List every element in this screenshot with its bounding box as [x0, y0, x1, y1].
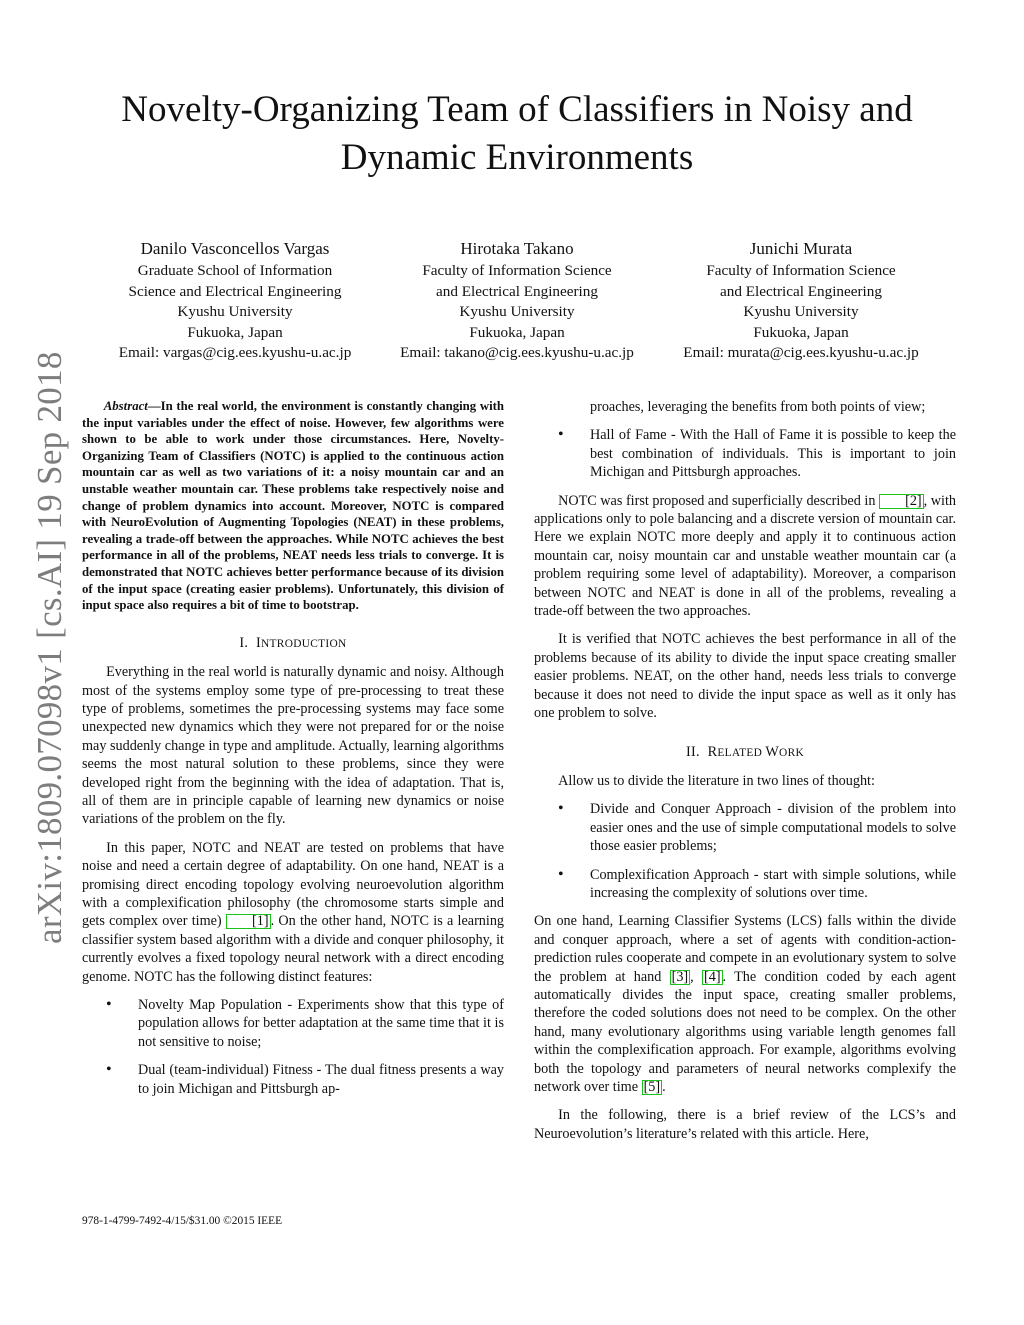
abstract-text: —In the real world, the environment is constantly changing with the input variables under the effect of noise. However, few algorithms were shown to be able to work under those circumstances. Here, Novelty-Organizing Team of Classifiers (NOTC) is applied to the continuous action mountain car as well as two variations of it: a noisy mountain car and an unstable weather mountain car. These problems take respectively noise and change of problem dynamics into account. Moreover, NOTC is compared with NeuroEvolution of Augmenting Topologies (NEAT) in these problems, revealing a trade-off between the approaches. While NOTC achieves the best performance in all of the problems, NEAT needs less trials to converge. It is demonstrated that NOTC achieves better performance because of its division of the input space (creating easier problems). Unfortunately, this division of input space also requires a bit of time to bootstrap.: [82, 399, 504, 613]
section-title-initial: R: [707, 743, 718, 760]
list-item: • Dual (team-individual) Fitness - The dual fitness presents a way to join Michigan and Pittsburgh ap-: [82, 1061, 504, 1098]
left-column: [82, 398, 504, 1108]
author-affiliation: Fukuoka, Japan: [753, 323, 849, 341]
author-affiliation: Science and Electrical Engineering: [128, 282, 342, 300]
approach-list: [534, 800, 956, 902]
feature-list-continued: [534, 426, 956, 481]
paragraph-text: NOTC was first proposed and superficially described in: [558, 492, 879, 509]
paragraph-text: .: [662, 1079, 666, 1095]
section-title-initial: W: [765, 743, 780, 760]
list-item: • Complexification Approach - start with simple solutions, while increasing the complexity of solutions over time.: [534, 866, 956, 903]
paragraph: [534, 492, 956, 621]
citation-link[interactable]: [1]: [226, 914, 271, 929]
copyright-footnote: 978-1-4799-7492-4/15/$31.00 ©2015 IEEE: [82, 1215, 283, 1227]
author-email: Email: vargas@cig.ees.kyushu-u.ac.jp: [118, 344, 352, 361]
paragraph: Allow us to divide the literature in two lines of thought:: [558, 772, 875, 789]
author-block-1: [90, 238, 380, 364]
citation-link[interactable]: [2]: [879, 494, 924, 509]
citation-link[interactable]: [4]: [704, 968, 721, 985]
author-email: Email: takano@cig.ees.kyushu-u.ac.jp: [400, 344, 634, 361]
author-affiliation: Graduate School of Information: [137, 262, 333, 279]
author-affiliation: Faculty of Information Science: [706, 262, 896, 279]
section-title-rest: NTRODUCTION: [261, 637, 347, 650]
paragraph-text: . On the other hand, NOTC is a learning classifier system based algorithm with a divide and conquer philosophy, it currently evolves a fixed topology neural network with a direct encoding genome. NOTC has the following distinct features:: [82, 913, 505, 985]
section-title-rest: ORK: [779, 746, 804, 759]
paragraph-text: In this paper, NOTC and NEAT are tested on problems that have noise and need a certain degree of adaptability. On one hand, NEAT is a promising direct encoding topology evolving neuroevolution algorithm with a complexification philosophy (the chromosome starts simple and gets complex over time): [82, 839, 504, 930]
paragraph-text: . The condition coded by each agent automatically divides the input space, creating smaller problems, therefore the coded solutions does not need to be complex. On the other hand, many evolutionary algorithms using variable length genomes fall within the complexification approach. For example, algorithms evolving both the topology and parameters of neural networks complexify the network over time: [534, 968, 957, 1095]
paragraph: [534, 912, 956, 1096]
paragraph-text: ,: [690, 968, 702, 985]
paragraph-text: On one hand, Learning Classifier Systems (LCS) falls within the divide and conquer approach, where a set of agents with condition-action-prediction rules cooperate and compete in an evolutionary system to solve the problem at hand: [534, 913, 956, 985]
list-item-continued: proaches, leveraging the benefits from both points of view;: [590, 399, 926, 415]
feature-list: [82, 996, 504, 1098]
author-affiliation: and Electrical Engineering: [720, 282, 882, 300]
author-affiliation: Kyushu University: [743, 303, 859, 320]
author-affiliation: Faculty of Information Science: [422, 262, 612, 279]
author-affiliation: Fukuoka, Japan: [187, 323, 283, 341]
author-affiliation: Fukuoka, Japan: [469, 323, 565, 341]
paragraph: [82, 839, 504, 986]
citation-link[interactable]: [5]: [643, 1079, 661, 1095]
author-email: Email: murata@cig.ees.kyushu-u.ac.jp: [683, 344, 919, 361]
paragraph: Everything in the real world is naturally dynamic and noisy. Although most of the systems employ some type of pre-processing to treat these type of problems, sometimes the pre-processing systems may face some unexpected new dynamics which they were not prepared for or the noise may suddenly change in type and amplitude. Actually, learning algorithms seems the most natural solution to these problems, since they were developed right from the beginning with the idea of adaptation. That is, all of them are in principle capable of learning new dynamics or noise variations of the problem on the fly.: [82, 664, 504, 828]
paragraph: It is verified that NOTC achieves the best performance in all of the problems because of its ability to divide the input space creating smaller easier problems. NEAT, on the other hand, needs less trials to converge because it does not need to divide the input space as well as it only has one problem to solve.: [534, 631, 956, 722]
author-name: Junichi Murata: [749, 239, 853, 258]
author-name: Hirotaka Takano: [460, 239, 574, 258]
list-item: • Hall of Fame - With the Hall of Fame it is possible to keep the best combination of individuals. This is important to join Michigan and Pittsburgh approaches.: [534, 426, 956, 481]
section-number: II.: [686, 743, 700, 760]
paragraph-text: , with applications only to pole balancing and a discrete version of mountain car. Here we explain NOTC more deeply and apply it to continuous action mountain car, noisy mountain car and unstable weather mountain car (a problem requiring some level of adaptability). Moreover, a comparison between NOTC and NEAT is done in all of the problems, revealing a trade-off between the two approaches.: [534, 492, 956, 620]
right-column: [534, 398, 956, 1153]
section-title-initial: I: [255, 634, 262, 651]
section-number: I.: [239, 634, 249, 651]
arxiv-stamp: arXiv:1809.07098v1 [cs.AI] 19 Sep 2018: [30, 351, 69, 944]
abstract: [82, 398, 504, 614]
author-block-3: [656, 238, 946, 364]
abstract-label: Abstract: [103, 399, 148, 413]
paper-title: Novelty-Organizing Team of Classifiers in Noisy and Dynamic Environments: [121, 89, 913, 178]
paragraph: In the following, there is a brief review of the LCS’s and Neuroevolution’s literature’s related with this article. Here,: [534, 1107, 956, 1142]
citation-link[interactable]: [3]: [671, 968, 689, 985]
author-block-2: [372, 238, 662, 364]
author-affiliation: Kyushu University: [177, 303, 293, 320]
section-heading-related-work: [534, 743, 956, 762]
author-affiliation: Kyushu University: [459, 303, 575, 320]
list-item: • Novelty Map Population - Experiments show that this type of population allows for better adaptation at the same time that it is not sensitive to noise;: [82, 996, 504, 1051]
author-affiliation: and Electrical Engineering: [436, 282, 598, 300]
list-item: • Divide and Conquer Approach - division of the problem into easier ones and the use of simple computational models to solve those easier problems;: [534, 800, 956, 855]
section-heading-introduction: [82, 634, 504, 653]
author-name: Danilo Vasconcellos Vargas: [140, 239, 330, 258]
section-title-rest: ELATED: [717, 746, 766, 759]
